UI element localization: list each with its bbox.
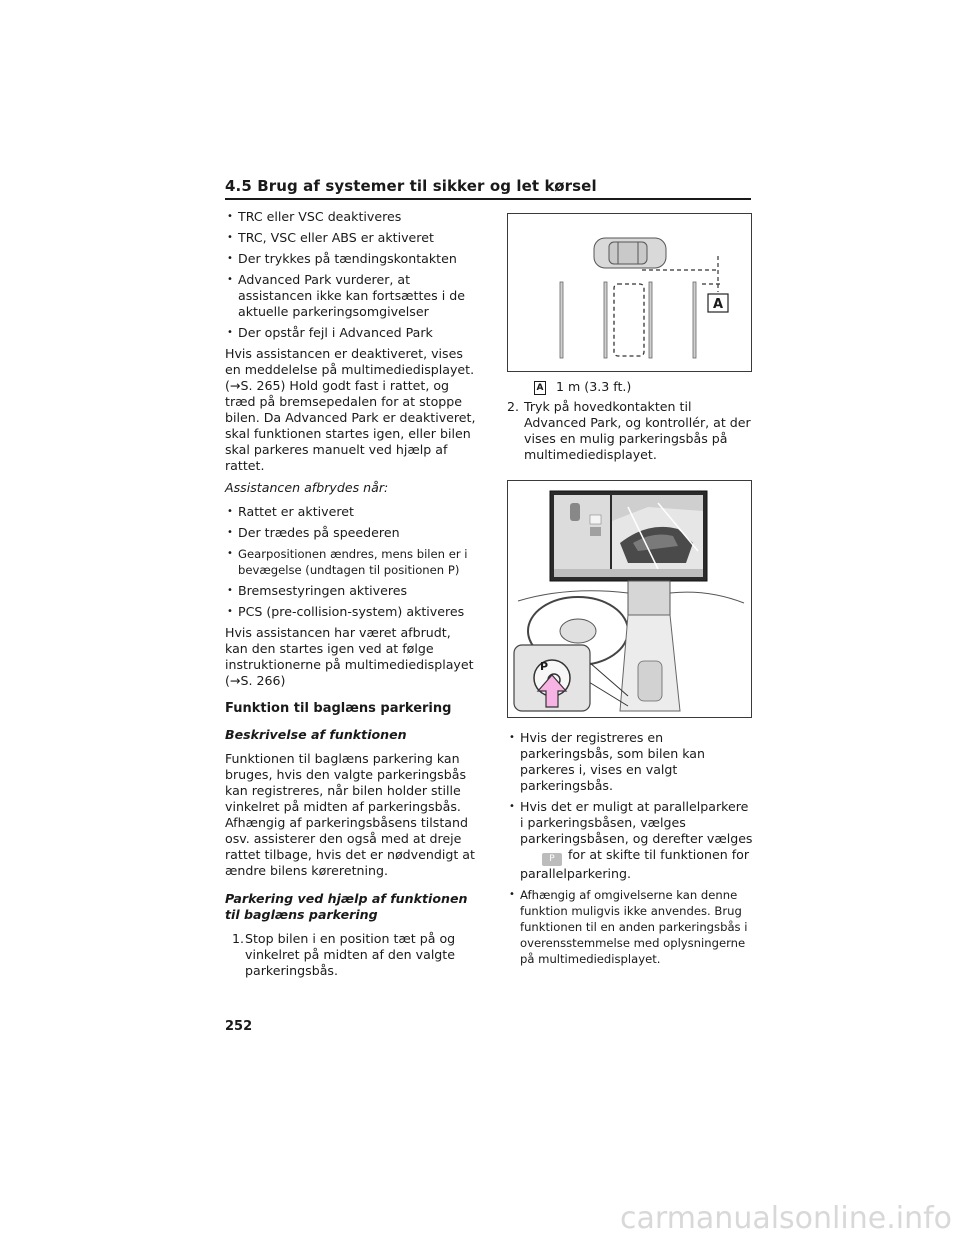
legend-text: 1 m (3.3 ft.) xyxy=(556,379,632,394)
figure-label-a: A xyxy=(712,297,724,312)
list-item: • Afhængig af omgivelserne kan denne funktion muligvis ikke anvendes. Brug funktionen til en anden parkeringsbås i overensstemmelse med oplysningerne på multimediedisplayet. xyxy=(507,887,753,967)
list-item: • Der trykkes på tændingskontakten xyxy=(225,251,477,267)
subheading-parking: Parkering ved hjælp af funktionen til baglæns parkering xyxy=(225,891,468,922)
parallel-park-icon: P xyxy=(542,853,562,866)
list-item-text: Hvis det er muligt at parallelparkere i parkeringsbåsen, vælges parkeringsbåsen, og derefter vælges xyxy=(520,799,753,846)
parking-diagram-graphic xyxy=(508,214,751,371)
svg-text:P: P xyxy=(540,660,549,673)
list-item: • TRC, VSC eller ABS er aktiveret xyxy=(225,230,477,246)
right-column-top xyxy=(507,399,753,467)
paragraph-restart: Hvis assistancen har været afbrudt, kan den startes igen ved at følge instruktionerne på multimediedisplayet (→S. 266) xyxy=(225,625,474,688)
step-text: Stop bilen i en position tæt på og vinkelret på midten af den valgte parkeringsbås. xyxy=(245,931,456,978)
step-2 xyxy=(507,399,753,463)
step-number: 1. xyxy=(232,931,245,946)
step-1 xyxy=(225,931,477,979)
paragraph-description: Funktionen til baglæns parkering kan bruges, hvis den valgte parkeringsbås kan registreres, når bilen holder stille vinkelret på midten af parkeringsbås. Afhængig af parkeringsbåsens tilstand osv. assisterer den også med at dreje rattet tilbage, hvis det er nødvendigt at ændre bilens køreretning. xyxy=(225,751,475,878)
car-icon xyxy=(594,238,666,268)
list-item: • Hvis der registreres en parkeringsbås, som bilen kan parkeres i, vises en valgt parkeringsbås. xyxy=(507,730,753,794)
subheading-interrupted: Assistancen afbrydes når: xyxy=(225,480,389,495)
list-item: • Bremsestyringen aktiveres xyxy=(225,583,477,599)
heading-reverse-parking: Funktion til baglæns parkering xyxy=(225,701,452,716)
list-item: • PCS (pre-collision-system) aktiveres xyxy=(225,604,477,620)
paragraph-deactivated: Hvis assistancen er deaktiveret, vises en meddelelse på multimediedisplayet. (→S. 265) Hold godt fast i rattet, og træd på bremsepedalen for at stoppe bilen. Da Advanced Park er deaktiveret, skal funktionen startes igen, eller bilen skal parkeres manuelt ved hjælp af rattet. xyxy=(225,346,476,473)
title-divider xyxy=(225,198,751,200)
watermark: carmanualsonline.info xyxy=(620,1201,952,1236)
step-number: 2. xyxy=(507,399,520,414)
list-item: • Gearpositionen ændres, mens bilen er i bevægelse (undtagen til positionen P) xyxy=(225,546,477,578)
list-item: • Der trædes på speederen xyxy=(225,525,477,541)
list-item: • Rattet er aktiveret xyxy=(225,504,477,520)
page-number: 252 xyxy=(225,1019,253,1034)
list-item: • Der opstår fejl i Advanced Park xyxy=(225,325,477,341)
car-icon xyxy=(570,503,580,521)
list-item-text: for at skifte til funktionen for parallelparkering. xyxy=(520,847,750,881)
right-column-bottom xyxy=(507,730,753,972)
page-title: 4.5 Brug af systemer til sikker og let kørsel xyxy=(225,177,597,195)
subheading-description: Beskrivelse af funktionen xyxy=(225,727,407,742)
parking-diagram xyxy=(507,213,752,372)
dashboard-graphic xyxy=(508,481,751,717)
step-text: Tryk på hovedkontakten til Advanced Park, og kontrollér, at der vises en mulig parkeringsbås på multimediedisplayet. xyxy=(524,399,751,462)
figure-legend xyxy=(534,379,631,395)
left-column xyxy=(225,209,477,983)
list-item: • Advanced Park vurderer, at assistancen ikke kan fortsættes i de aktuelle parkeringsomgivelser xyxy=(225,272,477,320)
list-item: • TRC eller VSC deaktiveres xyxy=(225,209,477,225)
legend-label-box: A xyxy=(534,381,546,395)
dashboard-illustration xyxy=(507,480,752,718)
list-item xyxy=(507,799,753,882)
